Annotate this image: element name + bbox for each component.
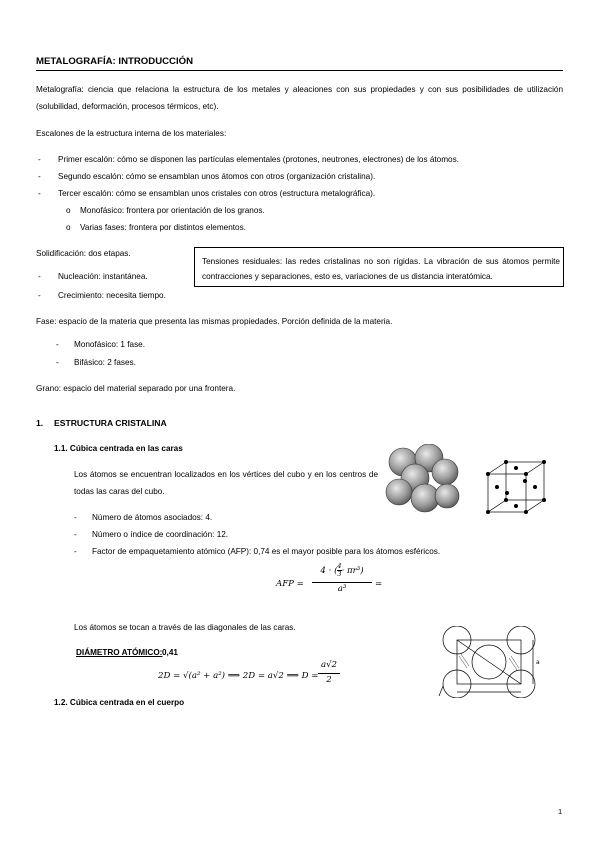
section-number: 1. — [36, 418, 44, 428]
diameter-formula-denominator: 2 — [326, 675, 332, 685]
list-item-atomos-asociados: Número de átomos asociados: 4. — [92, 513, 213, 522]
list-item-varias-fases: Varias fases: frontera por distintos elementos. — [80, 223, 246, 232]
page-number: 1 — [558, 807, 563, 816]
fase-definition: Fase: espacio de la materia que presenta las mismas propiedades. Porción definida de la materia. — [36, 317, 393, 326]
afp-num-post: · πr³) — [341, 566, 364, 576]
fcc-spheres-illustration — [385, 444, 461, 514]
diameter-fraction-bar — [318, 673, 340, 674]
diagonal-contact-text: Los átomos se tocan a través de las diagonales de las caras. — [74, 623, 296, 632]
diameter-formula-left: 2D = √(a² + a²) ⟹ 2D = a√2 ⟹ D = — [158, 671, 319, 681]
list-item-coordinacion: Número o índice de coordinación: 12. — [92, 530, 229, 539]
tensiones-residuales-box — [194, 247, 564, 287]
solidificacion-heading: Solidificación: dos etapas. — [36, 249, 131, 258]
subsection-title-bcc: 1.2. Cúbica centrada en el cuerpo — [54, 698, 185, 707]
list-item-afp: Factor de empaquetamiento atómico (AFP): 0,74 es el mayor posible para los átomos esféricos. — [92, 547, 441, 556]
fcc-description: Los átomos se encuentran localizados en los vértices del cubo y en los centros de todas las caras del cubo. — [74, 470, 378, 496]
list-dash: - — [38, 172, 41, 181]
fcc-unit-cell-diagram — [482, 456, 552, 520]
list-dash: - — [74, 513, 77, 522]
grano-definition: Grano: espacio del material separado por una frontera. — [36, 384, 236, 393]
list-circle-marker: o — [66, 223, 71, 232]
afp-formula-denominator: a³ — [337, 584, 347, 594]
face-diagonal-diagram — [437, 626, 547, 698]
list-item-escalon-1: Primer escalón: cómo se disponen las partículas elementales (protones, neutrones, electrones) de los átomos. — [58, 155, 459, 164]
afp-fraction-bar — [312, 582, 372, 583]
diametro-atomico-label: DIÁMETRO ATÓMICO: — [76, 648, 163, 657]
afp-num-pre: 4 · ( — [320, 566, 338, 576]
section-title: ESTRUCTURA CRISTALINA — [54, 418, 167, 428]
list-item-bifasico: Bifásico: 2 fases. — [74, 358, 136, 367]
diametro-atomico-value: 0,41 — [162, 648, 178, 657]
afp-formula-numerator — [312, 563, 372, 578]
list-circle-marker: o — [66, 206, 71, 215]
list-item-escalon-3: Tercer escalón: cómo se ensamblan unos cristales con otros (estructura metalográfica). — [58, 189, 376, 198]
list-dash: - — [38, 189, 41, 198]
diameter-formula-numerator: a√2 — [320, 660, 338, 670]
diagram-label-a: a — [536, 659, 540, 666]
list-dash: - — [38, 272, 41, 281]
list-dash: - — [74, 547, 77, 556]
page-title: METALOGRAFÍA: INTRODUCCIÓN — [36, 56, 194, 67]
metalografia-definition: Metalografía: ciencia que relaciona la estructura de los metales y aleaciones con sus propiedades y con sus posibilidades de utilización (solubilidad, deformación, procesos térmicos, etc). — [36, 85, 563, 111]
tensiones-residuales-text: Tensiones residuales: las redes cristalinas no son rígidas. La vibración de sus átomos permite contracciones y separaciones, esto es, variaciones de us distancia interatómica. — [202, 257, 560, 281]
list-dash: - — [56, 340, 59, 349]
afp-formula-rhs: = — [375, 579, 383, 589]
list-item-monofasico: Monofásico: frontera por orientación de los granos. — [80, 206, 265, 215]
list-dash: - — [38, 291, 41, 300]
list-dash: - — [56, 358, 59, 367]
afp-formula-lhs: AFP = — [276, 579, 304, 589]
escalones-heading: Escalones de la estructura interna de los materiales: — [36, 129, 227, 138]
afp-inner-den: 3 — [337, 570, 342, 578]
list-dash: - — [74, 530, 77, 539]
title-rule — [36, 70, 563, 71]
afp-inner-num: 4 — [337, 562, 342, 570]
subsection-title-fcc: 1.1. Cúbica centrada en las caras — [54, 444, 183, 453]
list-dash: - — [38, 155, 41, 164]
list-item-crecimiento: Crecimiento: necesita tiempo. — [58, 291, 166, 300]
list-item-nucleacion: Nucleación: instantánea. — [58, 272, 148, 281]
list-item-escalon-2: Segundo escalón: cómo se ensamblan unos átomos con otros (organización cristalina). — [58, 172, 376, 181]
list-item-monofasico-fase: Monofásico: 1 fase. — [74, 340, 145, 349]
